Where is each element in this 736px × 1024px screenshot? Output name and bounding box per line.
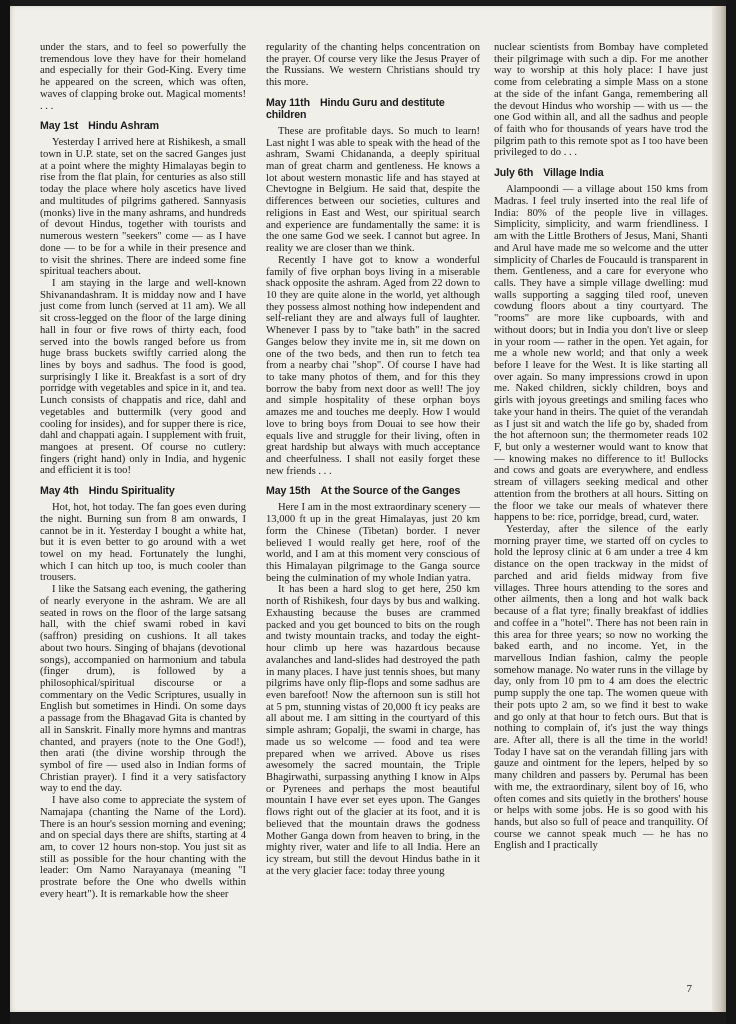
binding-shadow [0,0,10,1024]
body-paragraph: I like the Satsang each evening, the gathering of nearly everyone in the ashram. We are all seated in rows on the floor of the large satsang hall, with the chief swami robed in kavi (saffron) presiding on cushions. It all takes about two hours. Singing of bhajans (devotional songs), accompanied on harmonium and tabula (finger drum), is followed by a philosophical/spiritual discourse or a commentary on the Vedic Scriptures, usually in English but sometimes in Hindi. On some days a passage from the Bhagavad Gita is chanted by all in Sanskrit. Finally more hymns and mantras chanted, and prayers (note to the One God!), then arati (the divine worship through the symbol of fire — used also in Indian forms of Christian prayer). I find it a very satisfactory way to end the day. [40,584,246,795]
body-paragraph: under the stars, and to feel so powerfully the tremendous love they have for their homeland and especially for their God-King. Every time he appeared on the screen, which was often, waves of clapping broke out. Magical moments! . . . [40,42,246,112]
page-number: 7 [686,983,692,995]
entry-date: July 6th [494,167,534,180]
body-paragraph: Here I am in the most extraordinary scenery — 13,000 ft up in the great Himalayas, just 20 km form the Chinese (Tibetan) border. I never believed I would really get here, roof of the world, and I am at this moment very conscious of this Himalayan pilgrimage to the Ganga source being the culmination of my whole Indian yatra. [266,502,480,584]
entry-date: May 4th [40,485,79,498]
document-page [10,6,726,1012]
body-paragraph: I have also come to appreciate the system of Namajapa (chanting the Name of the Lord). There is an hour's session morning and evening; and on special days there are shifts, starting at 4 am, to cover 12 hours non-stop. You just sit as still as possible for the hour chanting with the leader: Om Namo Narayanaya (meaning "I prostrate before the One who dwells within every heart"). It is remarkable how the sheer [40,795,246,900]
body-paragraph: Yesterday I arrived here at Rishikesh, a small town in U.P. state, set on the sacred Ganges just at a point where the mighty Himalayas begin to rise from the flat plain, for centuries as also still today the place where holy ascetics have lived and multitudes of pilgrims gathered. Sannyasis (monks) live in the many ashrams, and hundreds of devout Hindus, together with tourists and numerous western "seekers" come — as I have done — to be for a while in their presence and to visit the shrines. There are indeed some fine spiritual teachers about. [40,137,246,278]
page-edge [712,6,726,1012]
diary-entry-heading [266,485,480,497]
diary-entry-heading [266,97,480,121]
entry-title: Village India [543,167,604,180]
entry-title: Hindu Ashram [88,120,159,133]
text-column-2 [266,42,480,877]
body-paragraph: Yesterday, after the silence of the early morning prayer time, we started off on cycles to hold the leprosy clinic at 6 am under a tree 4 km distance on the open trackway in the midst of parched and arid fields midway from five villages. Three hours attending to the sores and other ailments, then a long and hot walk back because of a flat tyre; finally breakfast of iddlies and coffee in a "hotel". There has not been rain in this area for three years; so now no working the baked earth, and no income. Yet, in the marvellous Indian fashion, calmy the people somehow manage. No water runs in the village by day, only from 10 pm to 4 am does the electric pump supply the one tap. The women queue with their pots upto 2 am, so we find it best to wake and go only at that hour to fetch ours. But that is nothing to complain of, it's just the way things are. After all, there is all the time in the world! Today I have sat on the verandah filling jars with gauze and ointment for the lepers, helped by so many children and passers by. Perumal has been with me, the extraordinary, silent boy of 16, who often comes and sits quietly in the brothers' house or helps with some jobs. He is so good with his hands, but also so full of peace and tranquility. Of course we cannot speak much — he has no English and I practically [494,524,708,852]
body-paragraph: These are profitable days. So much to learn! Last night I was able to speak with the head of the ashram, Swami Chidananda, a deeply spiritual man of great charm and gentleness. He knows a lot about western monastic life and has stayed at Chevtogne in Belgium. He said that, despite the differences between our societies, cultures and religions in East and West, our spiritual search and experience are fundamentally the same: it is the one same God we seek. I cannot but agree. In reality we are closer than we think. [266,125,480,255]
entry-title: Hindu Guru and destitute children [266,96,445,121]
entry-title: At the Source of the Ganges [320,485,461,498]
entry-date: May 15th [266,485,311,498]
body-paragraph: I am staying in the large and well-known Shivanandashram. It is midday now and I have just come from lunch (served at 11 am). We all sit cross-legged on the floor of the large dining hall in four or five rows of thirty each, food served into the bowls ranged before us from huge brass buckets swiftly carried along the lines by boys and sadhus. The food is good, surprisingly I like it. Breakfast is a sort of dry porridge with vegetables and spice in it, and tea. Lunch consists of chappatis and rice, dahl and vegetables and buttermilk (very good and cooling for insides), and for supper there is rice, dahl and chappati again. I supplement with fruit, mangoes at present. Of course no cutlery: fingers (right hand) only in India, and hygenic and efficient it is too! [40,277,246,477]
text-column-3 [494,42,708,852]
body-paragraph: Hot, hot, hot today. The fan goes even during the night. Burning sun from 8 am onwards, I cannot be in it. Yesterday I bought a white hat, but it is even better to go around with a wet towel on my head. Fortunately the lunghi, which I can hitch up too, is much cooler than trousers. [40,502,246,584]
body-paragraph: Alampoondi — a village about 150 kms from Madras. I feel truly inserted into the real life of India: 80% of the people live in villages. Simplicity, simplicity, and warm friendliness. I am with the Little Brothers of Jesus, Mani, Shanti and Arul have made me so welcome and the utter simplicity of Charles de Foucauld is transparent in them. Gentleness, and a care for everyone who calls. They have a simple village dwelling: mud walls supporting a sagging tiled roof, uneven cowdung floors about a tiny courtyard. The "rooms" are more like cupboards, with and without doors; but in India you don't live or sleep in your room — rather in the open. Yet again, for me a whole new world; and that only a week before I leave for the West. It is like starting all over again. So many impressions crowd in upon me. Naked children, sickly children, boys and girls with joyous greetings and smiling faces who take your hand in theirs. The quiet of the verandah as I just sit and watch the life go by, shaded from the hot afternoon sun; the thermometer reads 102 F, but only a westerner would want to know that — knowing makes no difference to it! Bullocks and cows and goats are everywhere, and endless stream of villagers seeking medical and other attention from the brothers at all hours. Sitting on the floor we take our meals of whatever there happens to be: rice, porridge, bread, curd, water. [494,184,708,524]
body-paragraph: It has been a hard slog to get here, 250 km north of Rishikesh, four days by bus and walking. Exhausting because the buses are crammed packed and you get bounced to bits on the rough and twisty mountain tracks, and today the eight-hour climb up here was hazardous because avalanches and land-slides had destroyed the path in many places. I have just tennis shoes, but many pilgrims have only flip-flops and some sadhus are even barefoot! Now the afternoon sun is still hot at 5 pm, stunning vistas of 20,000 ft icy peaks are all about me. I am sitting in the courtyard of this simple ashram; Gopalji, the swami in charge, has made us so welcome — food and tea were prepared when we arrived. Above us rises awesomely the sacred mountain, the Triple Bhagirwathi, surpassing anything I know in Alps or Pyrenees and perhaps the most beautiful mountain I have ever set eyes upon. The Ganges flows right out of the glacier at its foot, and it is believed that the mountain draws the godness Mother Ganga down from heaven to bring, in the mighty river, water and life to all India. Here an icy stream, but still the devout Hindus bathe in it at the very glacier face: today three young [266,584,480,877]
diary-entry-heading [40,485,246,497]
background-edge [726,0,736,1024]
entry-date: May 11th [266,96,310,109]
text-column-1 [40,42,246,901]
body-paragraph: nuclear scientists from Bombay have completed their pilgrimage with such a dip. For me another way to worship at this holy place: I have just come from celebrating a simple Mass on a stone at the side of the infant Ganga, remembering all the devout Hindus who worship — with us — the one God within all, and all the sadhus and people of faith who for thousands of years have trod the pilgrim path to this remote spot as I too have been privileged to do . . . [494,42,708,159]
entry-date: May 1st [40,120,79,133]
diary-entry-heading [494,167,708,179]
entry-title: Hindu Spirituality [88,485,175,498]
body-paragraph: regularity of the chanting helps concentration on the prayer. Of course very like the Jesus Prayer of the Russians. We western Christians should try this more. [266,42,480,89]
body-paragraph: Recently I have got to know a wonderful family of five orphan boys living in a miserable shack opposite the ashram. Aged from 22 down to 10 they are quite alone in the world, yet although they possess almost nothing how independent and self-reliant they are and always full of laughter. Whenever I pass by to "take bath" in the sacred Ganges below they invite me in, sit me down on one of the two beds, and then run to fetch tea from a nearby chai "shop". Of course I have had to take many photos of them, and for this they borrow the baby from next door as well! The joy and simple hospitality of these orphan boys amazes me and touches me deeply. How I would love to bring boys from Douai to see how their equals live and struggle for their living, often in great hardship but always with much acceptance and cheerfulness. I shall not easily forget these new friends . . . [266,254,480,477]
diary-entry-heading [40,120,246,132]
